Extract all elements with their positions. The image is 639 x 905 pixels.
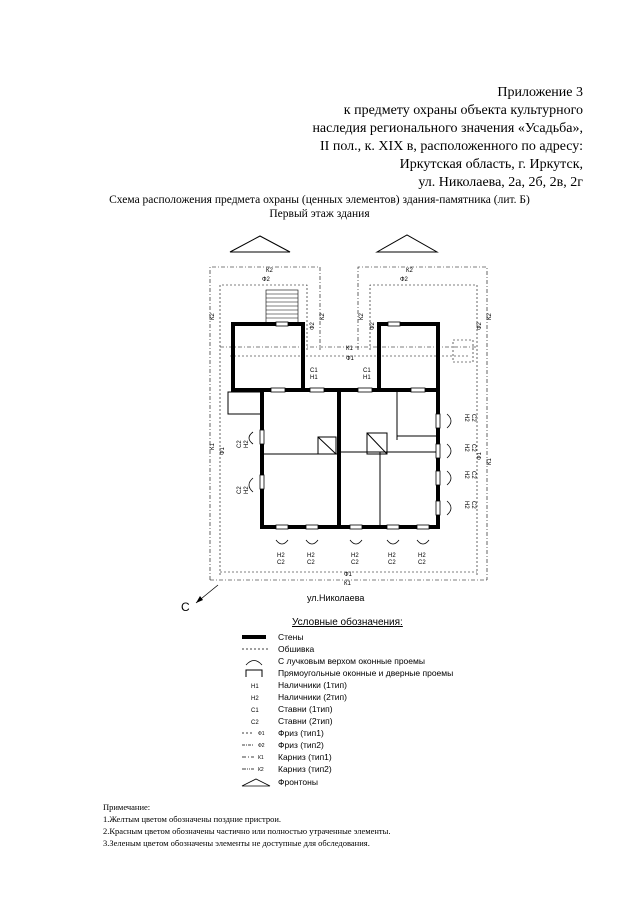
label-k1-bottom: К1 bbox=[344, 581, 351, 587]
label-k2-top-left: К2 bbox=[266, 268, 273, 274]
stoves bbox=[318, 433, 387, 454]
label-k2-top-right: К2 bbox=[406, 268, 413, 274]
label-h2-b1: Н2 bbox=[277, 553, 285, 559]
cladding-symbol bbox=[240, 643, 276, 655]
svg-text:С2: С2 bbox=[251, 720, 259, 726]
north-label: С bbox=[181, 600, 190, 614]
f1-symbol bbox=[240, 727, 276, 739]
appendix-line: Приложение 3 bbox=[497, 85, 583, 100]
stair-top bbox=[266, 290, 298, 324]
c1-symbol bbox=[240, 703, 276, 715]
svg-text:К2: К2 bbox=[258, 767, 264, 773]
label-h2-r4: Н2 bbox=[463, 501, 469, 509]
label-f2-top-right: Ф2 bbox=[400, 277, 408, 283]
label-h1-left: Н1 bbox=[310, 375, 318, 381]
label-k1-left: К1 bbox=[210, 443, 216, 450]
label-f1-left: Ф1 bbox=[220, 447, 226, 455]
vestibule bbox=[228, 392, 262, 414]
k2-symbol bbox=[240, 763, 276, 775]
label-c2-r2: С2 bbox=[470, 444, 476, 452]
window-openings bbox=[260, 322, 440, 529]
legend-title: Условные обозначения: bbox=[292, 617, 403, 628]
frieze-f2-right bbox=[370, 285, 477, 575]
label-f2-c1: Ф2 bbox=[310, 322, 316, 330]
label-h2-b5: Н2 bbox=[418, 553, 426, 559]
f2-symbol bbox=[240, 739, 276, 751]
appendix-line: ул. Николаева, 2а, 2б, 2в, 2г bbox=[418, 175, 583, 190]
arch-symbols bbox=[249, 414, 451, 544]
pediment-left bbox=[230, 236, 290, 252]
label-c2-b3: С2 bbox=[351, 560, 359, 566]
h2-symbol bbox=[240, 691, 276, 703]
interior-walls bbox=[262, 390, 438, 527]
north-arrow-head bbox=[196, 596, 203, 603]
street-label: ул.Николаева bbox=[307, 593, 365, 603]
side-porch bbox=[453, 340, 473, 362]
note-item: 1.Желтым цветом обозначены поздние пристрои. bbox=[103, 814, 282, 824]
svg-text:Ф1: Ф1 bbox=[258, 731, 265, 737]
svg-text:Ф2: Ф2 bbox=[258, 743, 265, 749]
wall-symbol bbox=[240, 631, 276, 643]
pediment-symbol bbox=[240, 776, 276, 788]
label-h2-b3: Н2 bbox=[351, 553, 359, 559]
label-h2-r2: Н2 bbox=[463, 444, 469, 452]
k1-symbol bbox=[240, 751, 276, 763]
note-item: 2.Красным цветом обозначены частично или полностью утраченные элементы. bbox=[103, 826, 391, 836]
label-c1-left: С1 bbox=[310, 368, 318, 374]
cornice-k2-left bbox=[210, 267, 320, 580]
label-h2-r1: Н2 bbox=[463, 414, 469, 422]
label-h2-l1: Н2 bbox=[244, 440, 250, 448]
label-f2-top-left: Ф2 bbox=[262, 277, 270, 283]
svg-text:Н1: Н1 bbox=[251, 684, 259, 690]
appendix-line: II пол., к. XIX в, расположенного по адресу: bbox=[320, 139, 583, 154]
scheme-title: Схема расположения предмета охраны (ценных элементов) здания-памятника (лит. Б) bbox=[109, 194, 530, 206]
label-f2-c2: Ф2 bbox=[370, 322, 376, 330]
label-k2-left: К2 bbox=[210, 313, 216, 320]
rect-window-symbol bbox=[240, 667, 276, 679]
notes-title: Примечание: bbox=[103, 802, 151, 812]
label-c2-r4: С2 bbox=[470, 501, 476, 509]
label-h2-r3: Н2 bbox=[463, 471, 469, 479]
label-k2-right: К2 bbox=[487, 313, 493, 320]
label-c1-right: С1 bbox=[363, 368, 371, 374]
scheme-subtitle: Первый этаж здания bbox=[269, 208, 370, 220]
label-c2-l2: С2 bbox=[237, 486, 243, 494]
svg-text:Н2: Н2 bbox=[251, 696, 259, 702]
appendix-line: к предмету охраны объекта культурного bbox=[343, 103, 583, 118]
label-c2-b5: С2 bbox=[418, 560, 426, 566]
label-f1-bottom: Ф1 bbox=[344, 572, 352, 578]
label-f2-right: Ф2 bbox=[477, 322, 483, 330]
label-h2-b2: Н2 bbox=[307, 553, 315, 559]
plan-labels bbox=[262, 268, 426, 587]
label-c2-b2: С2 bbox=[307, 560, 315, 566]
label-h1-right: Н1 bbox=[363, 375, 371, 381]
label-c2-l1: С2 bbox=[237, 440, 243, 448]
pediment-right bbox=[377, 235, 437, 252]
svg-text:С1: С1 bbox=[251, 708, 259, 714]
walls bbox=[233, 324, 438, 527]
label-c2-r3: С2 bbox=[470, 471, 476, 479]
arch-window-symbol bbox=[240, 655, 276, 667]
cornice-k2-right bbox=[358, 267, 487, 580]
appendix-line: Иркутская область, г. Иркутск, bbox=[399, 157, 583, 172]
label-k1-right: К1 bbox=[487, 458, 493, 465]
label-h2-b4: Н2 bbox=[388, 553, 396, 559]
label-h2-l2: Н2 bbox=[244, 486, 250, 494]
label-k1-mid: К1 bbox=[346, 346, 353, 352]
notes bbox=[103, 801, 390, 849]
label-k2-c1: К2 bbox=[320, 313, 326, 320]
label-k2-c2: К2 bbox=[359, 313, 365, 320]
label-c2-b4: С2 bbox=[388, 560, 396, 566]
svg-text:К1: К1 bbox=[258, 755, 264, 761]
label-c2-b1: С2 bbox=[277, 560, 285, 566]
appendix-line: наследия регионального значения «Усадьба», bbox=[312, 121, 583, 136]
c2-symbol bbox=[240, 715, 276, 727]
h1-symbol bbox=[240, 679, 276, 691]
label-f1-right: Ф1 bbox=[477, 452, 483, 460]
note-item: 3.Зеленым цветом обозначены элементы не доступные для обследования. bbox=[103, 838, 370, 848]
label-c2-r1: С2 bbox=[470, 414, 476, 422]
label-f1-mid: Ф1 bbox=[346, 356, 354, 362]
